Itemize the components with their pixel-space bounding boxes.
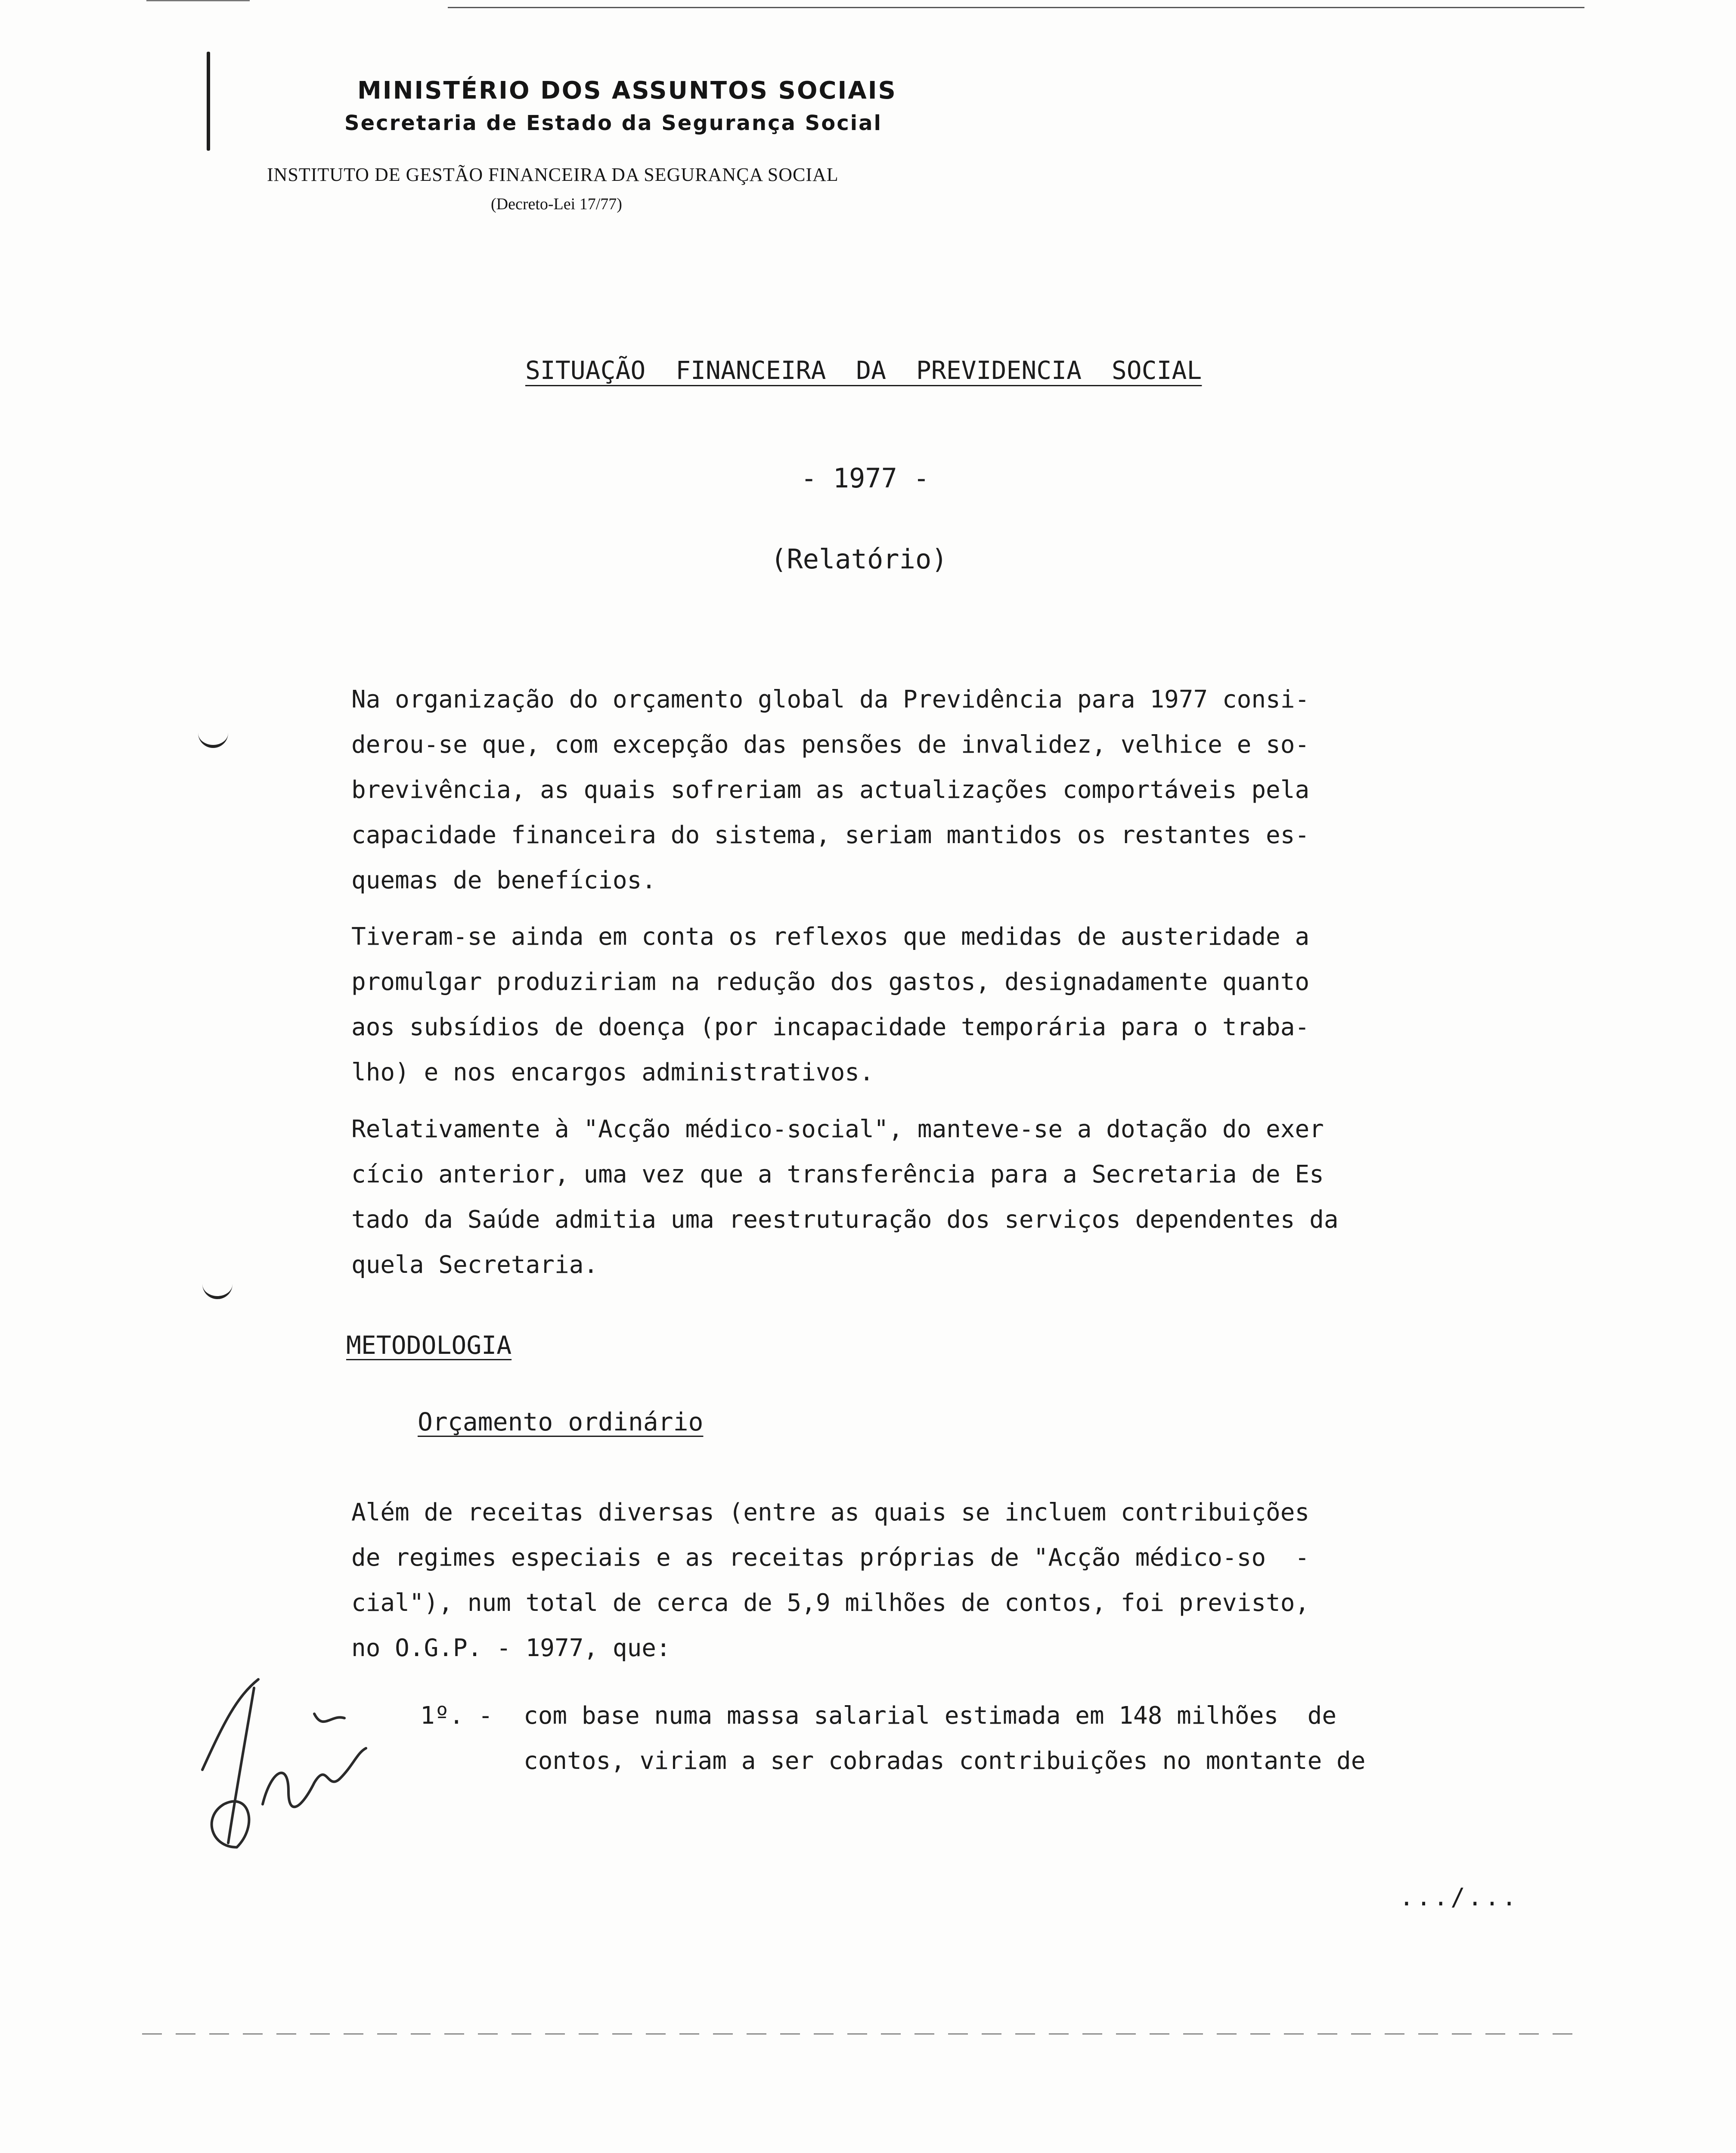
paragraph-line: aos subsídios de doença (por incapacidade temporária para o traba- (351, 1013, 1310, 1041)
methodology-paragraph (351, 1490, 1514, 1671)
document-title: SITUAÇÃO FINANCEIRA DA PREVIDENCIA SOCIAL (525, 356, 1202, 385)
margin-bar-mark (207, 52, 210, 151)
paragraph-line: quemas de benefícios. (351, 866, 657, 894)
scan-edge-line (448, 7, 1584, 8)
paragraph-line: tado da Saúde admitia uma reestruturação dos serviços dependentes da (351, 1206, 1339, 1234)
paragraph-line: no O.G.P. - 1977, que: (351, 1634, 671, 1662)
paragraph-line: derou-se que, com excepção das pensões de invalidez, velhice e so- (351, 731, 1310, 759)
secretaria-name: Secretaria de Estado da Segurança Social (344, 111, 882, 135)
handwritten-signature (185, 1662, 418, 1877)
scan-edge-line (146, 0, 250, 1)
margin-mark (202, 1283, 232, 1299)
paragraph-line: Na organização do orçamento global da Previdência para 1977 consi- (351, 686, 1310, 714)
list-item-line: contos, viriam a ser cobradas contribuições no montante de (524, 1747, 1366, 1775)
paragraph (351, 914, 1514, 1095)
institute-name: INSTITUTO DE GESTÃO FINANCEIRA DA SEGURANÇA SOCIAL (267, 164, 839, 185)
ministry-name: MINISTÉRIO DOS ASSUNTOS SOCIAIS (357, 77, 897, 105)
paragraph-line: de regimes especiais e as receitas próprias de "Acção médico-so - (351, 1544, 1310, 1572)
section-heading: METODOLOGIA (346, 1331, 512, 1360)
list-item-line: com base numa massa salarial estimada em 148 milhões de (524, 1702, 1337, 1730)
paragraph-line: quela Secretaria. (351, 1251, 598, 1279)
list-item-text (524, 1693, 1365, 1784)
paragraph-line: cício anterior, uma vez que a transferência para a Secretaria de Es (351, 1160, 1324, 1188)
paragraph-line: brevivência, as quais sofreriam as actualizações comportáveis pela (351, 776, 1310, 804)
paragraph-line: lho) e nos encargos administrativos. (351, 1058, 874, 1086)
report-label: (Relatório) (771, 543, 948, 575)
paragraph (351, 677, 1514, 903)
paragraph-line: capacidade financeira do sistema, seriam mantidos os restantes es- (351, 821, 1310, 849)
paragraph-line: promulgar produziriam na redução dos gastos, designadamente quanto (351, 968, 1310, 996)
document-year: - 1977 - (801, 462, 930, 494)
list-item-number: 1º. - (420, 1702, 493, 1730)
subsection-heading: Orçamento ordinário (418, 1407, 704, 1436)
margin-mark (198, 732, 228, 748)
list-item (420, 1693, 1365, 1784)
paragraph-line: Além de receitas diversas (entre as quais se incluem contribuições (351, 1498, 1310, 1526)
paragraph-line: cial"), num total de cerca de 5,9 milhões de contos, foi previsto, (351, 1589, 1310, 1617)
scan-edge-line (142, 2033, 1576, 2035)
paragraph-line: Tiveram-se ainda em conta os reflexos que medidas de austeridade a (351, 923, 1310, 951)
decree-reference: (Decreto-Lei 17/77) (491, 195, 622, 213)
paragraph (351, 1107, 1514, 1287)
paragraph-line: Relativamente à "Acção médico-social", manteve-se a dotação do exer (351, 1115, 1324, 1143)
continuation-marker: .../... (1399, 1883, 1519, 1911)
